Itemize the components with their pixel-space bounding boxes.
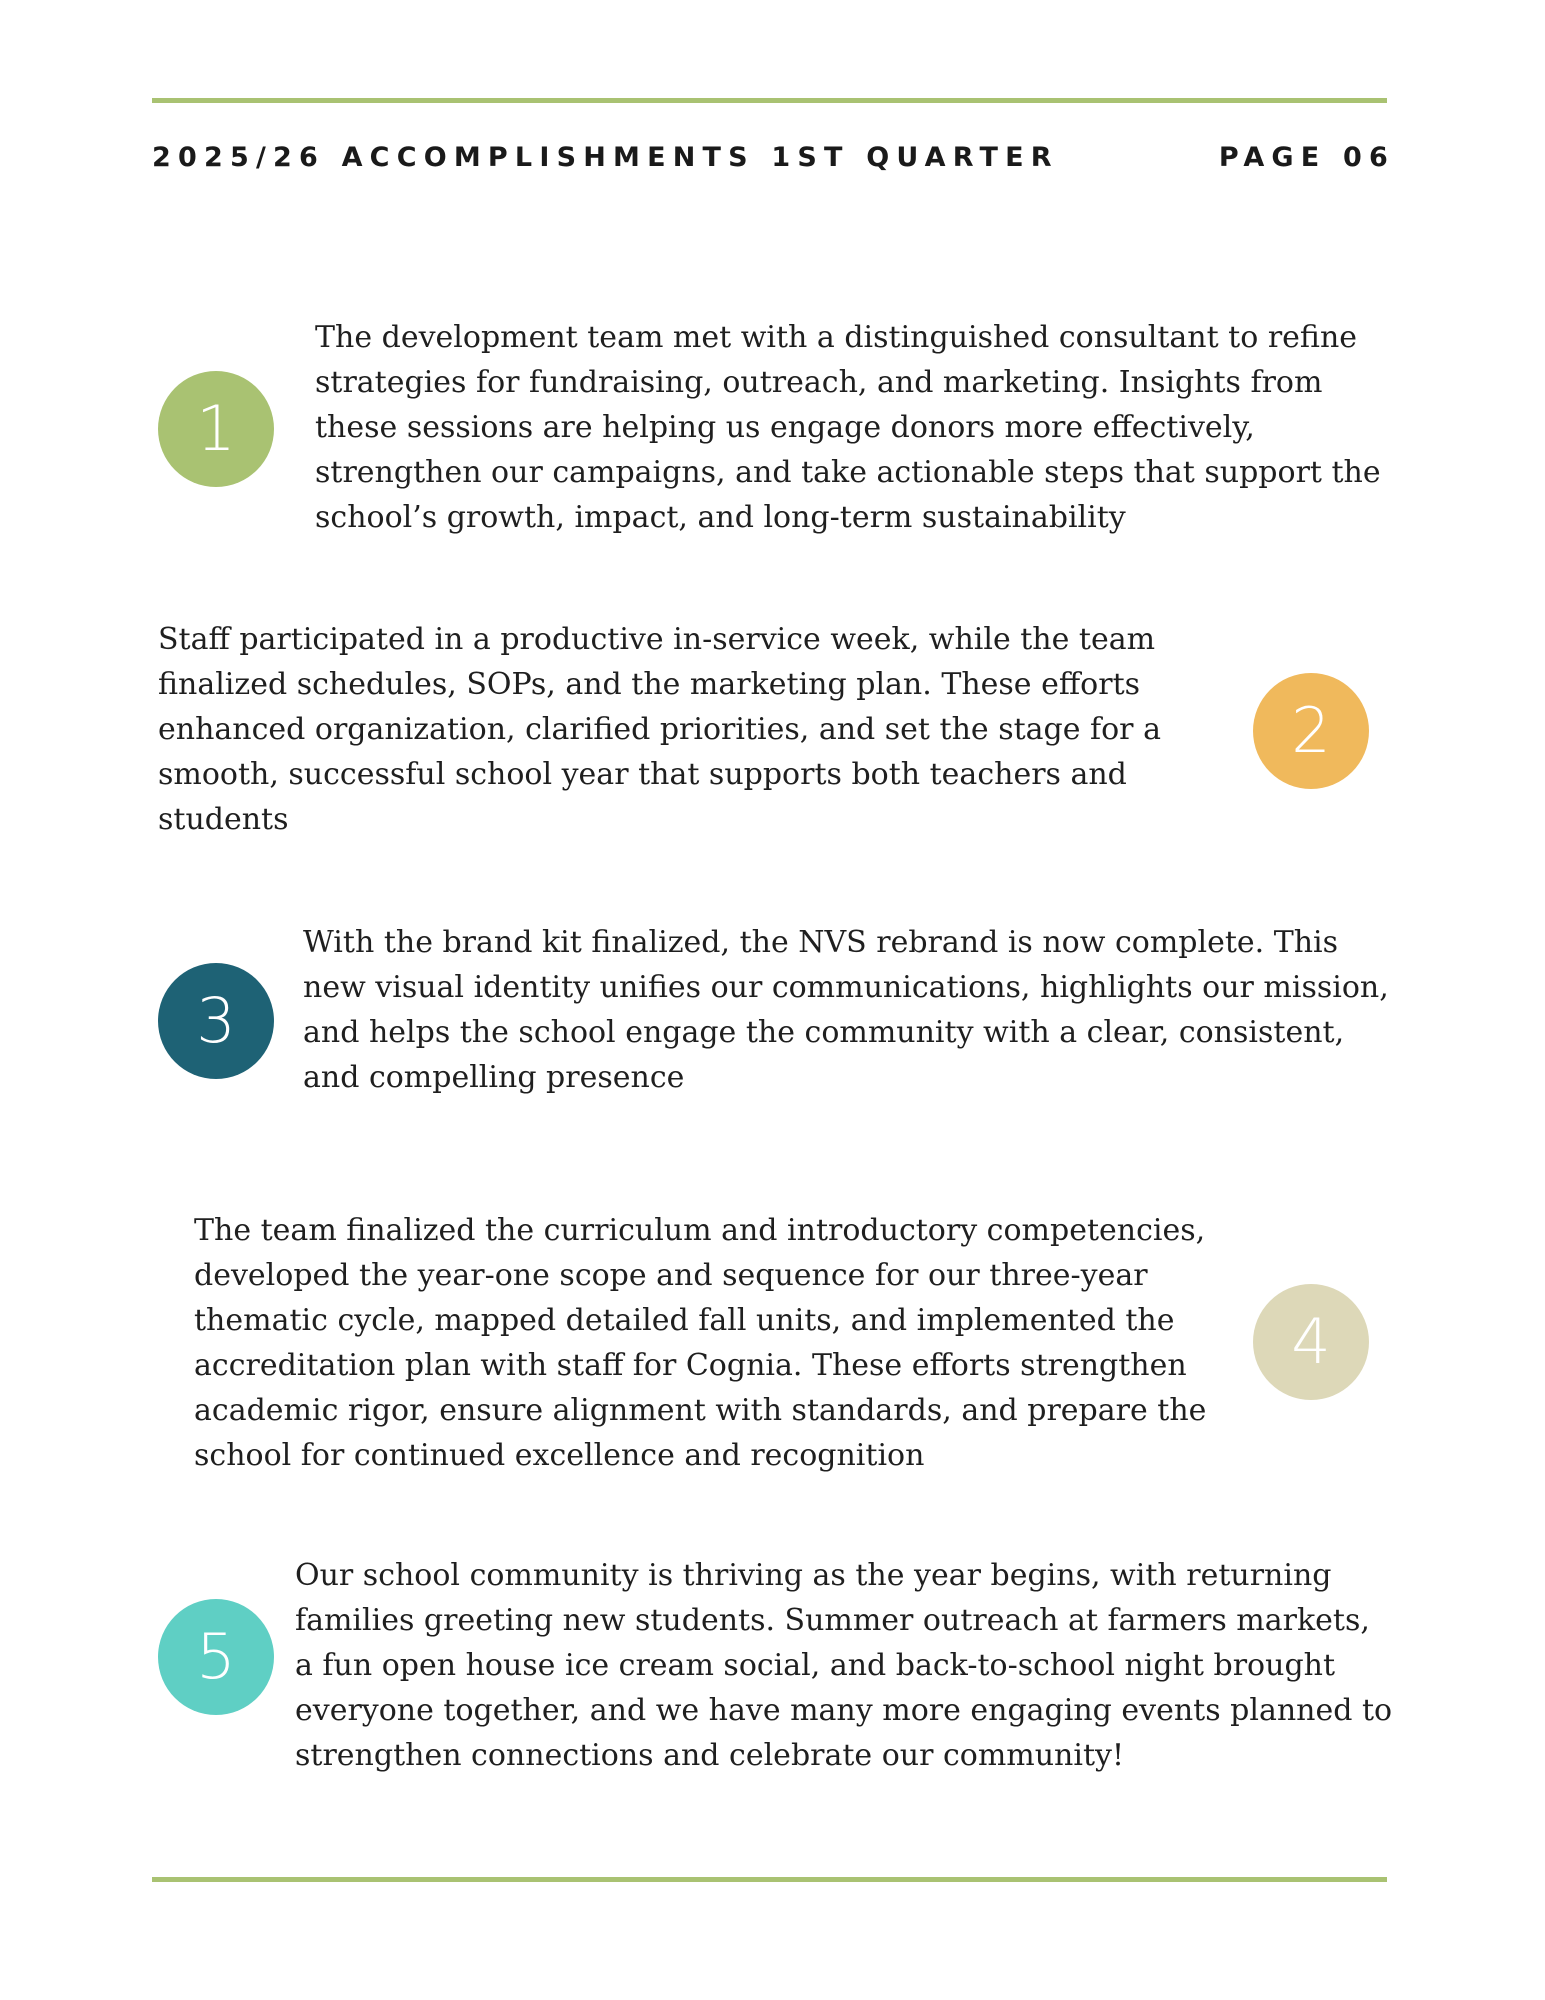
- bottom-divider: [152, 1877, 1387, 1882]
- accomplishment-text-3: With the brand kit finalized, the NVS rebrand is now complete. This new visual identity unifies our communications, highlights our mission, and helps the school engage the community with a clear, consistent, and compelling presence: [303, 925, 1389, 1095]
- accomplishment-text-1: The development team met with a distinguished consultant to refine strategies for fundraising, outreach, and marketing. Insights from these sessions are helping us engage donors more effectively, strengthen our campaigns, and take actionable steps that support the school’s growth, impact, and long-term sustainability: [315, 320, 1381, 535]
- page-number: PAGE 06: [1218, 142, 1395, 173]
- page-title: 2025/26 ACCOMPLISHMENTS 1ST QUARTER: [152, 142, 1059, 173]
- top-divider: [152, 98, 1387, 103]
- number-badge-5: 5: [158, 1599, 274, 1715]
- accomplishment-text-2: Staff participated in a productive in-service week, while the team finalized schedules, SOPs, and the marketing plan. These efforts enhanced organization, clarified priorities, and set the stage for a smooth, successful school year that supports both teachers and students: [158, 622, 1161, 837]
- accomplishment-text-4: The team finalized the curriculum and introductory competencies, developed the year-one scope and sequence for our three-year thematic cycle, mapped detailed fall units, and implemented the accreditation plan with staff for Cognia. These efforts strengthen academic rigor, ensure alignment with standards, and prepare the school for continued excellence and recognition: [194, 1213, 1207, 1473]
- page-header: [152, 142, 1395, 182]
- number-badge-4: 4: [1253, 1284, 1369, 1400]
- number-badge-2: 2: [1253, 673, 1369, 789]
- number-badge-3: 3: [158, 963, 274, 1079]
- accomplishment-text-5: Our school community is thriving as the year begins, with returning families greeting new students. Summer outreach at farmers markets, a fun open house ice cream social, and back-to-school night brought everyone together, and we have many more engaging events planned to strengthen connections and celebrate our community!: [295, 1558, 1393, 1773]
- number-badge-1: 1: [158, 371, 274, 487]
